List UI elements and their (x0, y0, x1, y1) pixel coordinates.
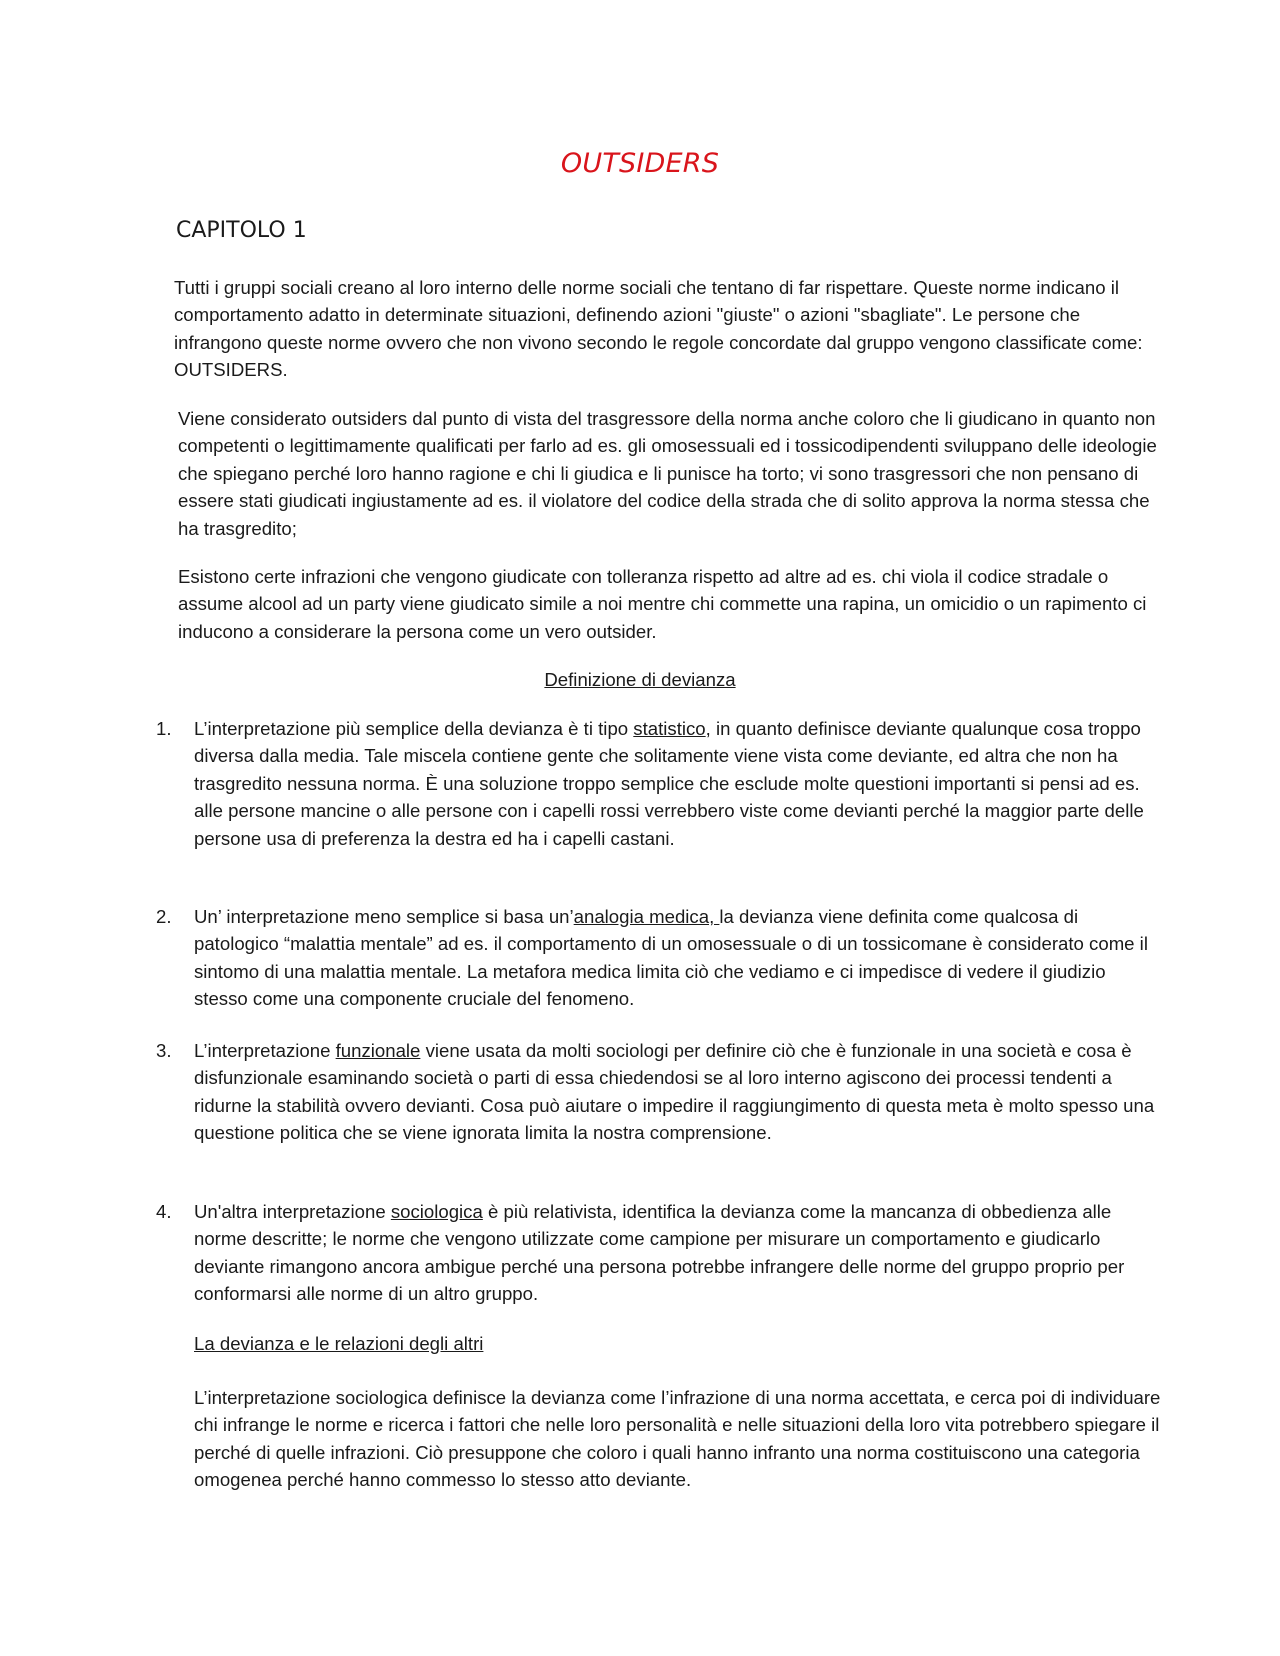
list-item-text: Un’ interpretazione meno semplice si basa un’analogia medica, la devianza viene definita come qualcosa di patologico “malattia mentale” ad es. il comportamento di un omosessuale o di un tossicomane è considerato come il sintomo di una malattia mentale. La metafora medica limita ciò che vediamo e ci impedisce di vedere il giudizio stesso come una componente cruciale del fenomeno. (194, 906, 1148, 1010)
outsiders-perspective-paragraph: Viene considerato outsiders dal punto di vista del trasgressore della norma anche coloro che li giudicano in quanto non competenti o legittimamente qualificati per farlo ad es. gli omosessuali ed i tossicodipendenti sviluppano delle ideologie che spiegano perché loro hanno ragione e chi li giudica e li punisce ha torto; vi sono trasgressori che non pensano di essere stati giudicati ingiustamente ad es. il violatore del codice della strada che di solito approva la norma stessa che ha trasgredito; (178, 408, 1157, 539)
document-title: OUTSIDERS (560, 148, 720, 179)
underlined-term: sociologica (390, 1201, 483, 1222)
list-item-text: Un'altra interpretazione sociologica è più relativista, identifica la devianza come la mancanza di obbedienza alle norme descritte; le norme che vengono utilizzate come campione per misurare un comportamento e giudicarlo deviante rimangono ancora ambigue perché una persona potrebbe infrangere delle norme del gruppo proprio per conformarsi alle norme di un altro gruppo. (194, 1201, 1125, 1305)
underlined-term: statistico (633, 718, 706, 739)
final-paragraph: L’interpretazione sociologica definisce la devianza come l’infrazione di una norma accettata, e cerca poi di individuare chi infrange le norme e ricerca i fattori che nelle loro personalità e nelle situazioni della loro vita potrebbero spiegare il perché di quelle infrazioni. Ciò presuppone che coloro i quali hanno infranto una norma costituiscono una categoria omogenea perché hanno commesso lo stesso atto deviante. (194, 1387, 1161, 1491)
tolerance-paragraph: Esistono certe infrazioni che vengono giudicate con tolleranza rispetto ad altre ad es. chi viola il codice stradale o assume alcool ad un party viene giudicato simile a noi mentre chi commette una rapina, un omicidio o un rapimento ci inducono a considerare la persona come un vero outsider. (178, 566, 1147, 642)
chapter-heading: CAPITOLO 1 (176, 218, 307, 243)
intro-paragraph: Tutti i gruppi sociali creano al loro interno delle norme sociali che tentano di far rispettare. Queste norme indicano il comportamento adatto in determinate situazioni, definendo azioni "giuste" o azioni "sbagliate". Le persone che infrangono queste norme ovvero che non vivono secondo le regole concordate dal gruppo vengono classificate come: OUTSIDERS. (174, 277, 1143, 381)
list-item-text: L’interpretazione funzionale viene usata da molti sociologi per definire ciò che è funzionale in una società e cosa è disfunzionale esaminando società o parti di essa chiedendosi se al loro interno agiscono dei processi tendenti a ridurne la stabilità ovvero devianti. Cosa può aiutare o impedire il raggiungimento di questa meta è molto spesso una questione politica che se viene ignorata limita la nostra comprensione. (194, 1040, 1155, 1144)
section-heading-relations: La devianza e le relazioni degli altri (194, 1333, 484, 1354)
underlined-term: analogia medica, (573, 906, 720, 927)
list-item-number: 2. (156, 906, 172, 927)
list-item-text: L’interpretazione più semplice della devianza è ti tipo statistico, in quanto definisce deviante qualunque cosa troppo diversa dalla media. Tale miscela contiene gente che solitamente viene vista come deviante, ed altra che non ha trasgredito nessuna norma. È una soluzione troppo semplice che esclude molte questioni importanti si pensi ad es. alle persone mancine o alle persone con i capelli rossi verrebbero viste come devianti perché la maggior parte delle persone usa di preferenza la destra ed ha i capelli castani. (194, 718, 1144, 849)
underlined-term: funzionale (335, 1040, 421, 1061)
list-item-number: 4. (156, 1201, 172, 1222)
section-heading-definition: Definizione di devianza (544, 669, 736, 690)
list-item-number: 3. (156, 1040, 172, 1061)
list-item-number: 1. (156, 718, 172, 739)
